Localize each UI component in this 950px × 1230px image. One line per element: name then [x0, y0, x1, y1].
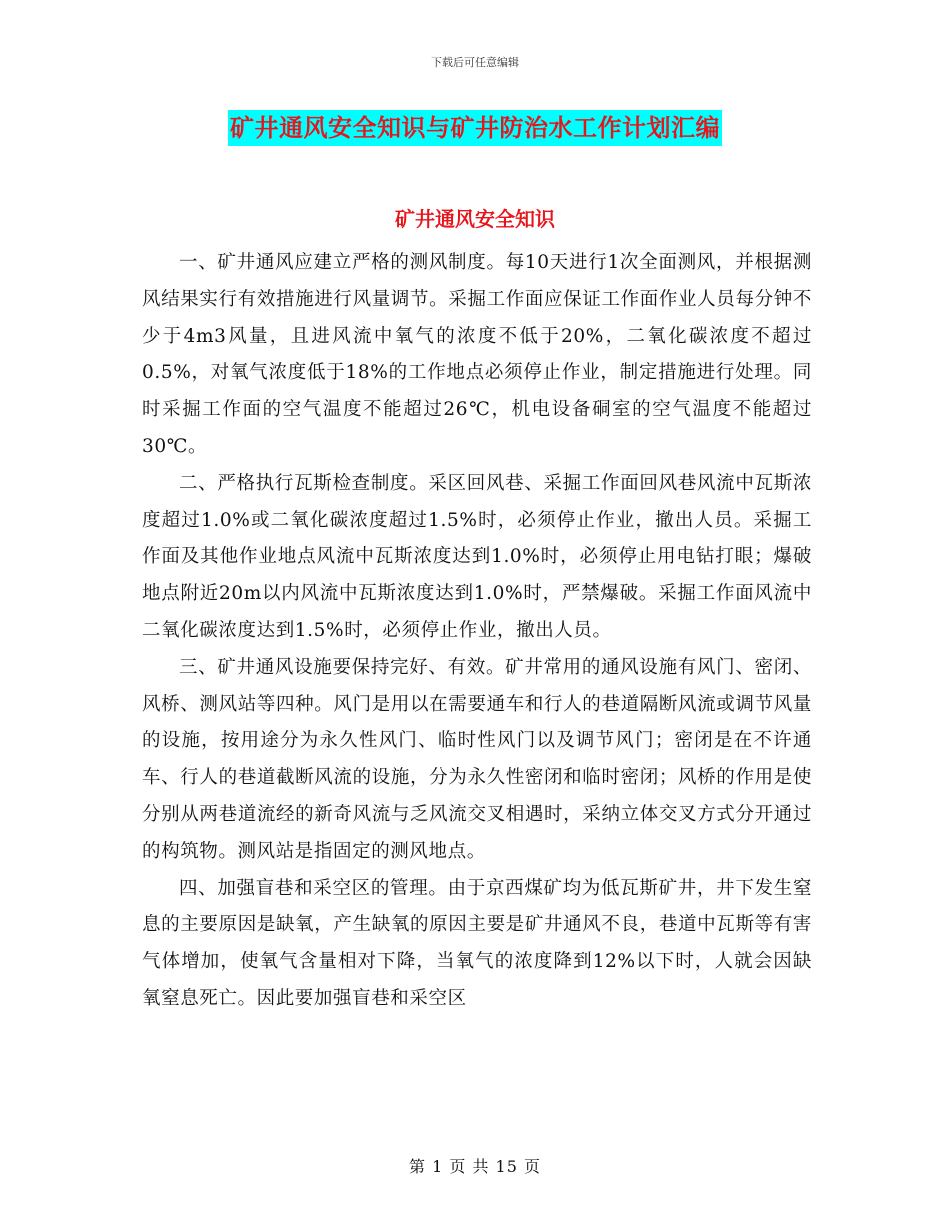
page-number-footer: 第 1 页 共 15 页 — [409, 1157, 541, 1176]
paragraph-3: 三、矿井通风设施要保持完好、有效。矿井常用的通风设施有风门、密闭、风桥、测风站等四种。风门是用以在需要通车和行人的巷道隔断风流或调节风量的设施，按用途分为永久性风门、临时性风门以及调节风门；密闭是在不许通车、行人的巷道截断风流的设施，分为永久性密闭和临时密闭；风桥的作用是使分别从两巷道流经的新奇风流与乏风流交叉相遇时，采纳立体交叉方式分开通过的构筑物。测风站是指固定的测风地点。 — [142, 656, 812, 862]
document-title-container — [0, 110, 950, 146]
paragraph-1: 一、矿井通风应建立严格的测风制度。每10天进行1次全面测风，并根据测风结果实行有效措施进行风量调节。采掘工作面应保证工作面作业人员每分钟不少于4m3风量，且进风流中氧气的浓度不低于20%，二氧化碳浓度不超过0.5%，对氧气浓度低于18%的工作地点必须停止作业，制定措施进行处理。同时采掘工作面的空气温度不能超过26℃，机电设备硐室的空气温度不能超过30℃。 — [142, 252, 812, 457]
document-body — [142, 245, 812, 1018]
section-title: 矿井通风安全知识 — [395, 207, 555, 231]
paragraph-2: 二、严格执行瓦斯检查制度。采区回风巷、采掘工作面回风巷风流中瓦斯浓度超过1.0%或二氧化碳浓度超过1.5%时，必须停止作业，撤出人员。采掘工作面及其他作业地点风流中瓦斯浓度达到1.0%时，必须停止用电钻打眼；爆破地点附近20m以内风流中瓦斯浓度达到1.0%时，严禁爆破。采掘工作面风流中二氧化碳浓度达到1.5%时，必须停止作业，撤出人员。 — [142, 472, 812, 641]
document-title: 矿井通风安全知识与矿井防治水工作计划汇编 — [228, 110, 722, 146]
page-header-note: 下载后可任意编辑 — [431, 56, 519, 69]
paragraph-4: 四、加强盲巷和采空区的管理。由于京西煤矿均为低瓦斯矿井，井下发生窒息的主要原因是缺氧，产生缺氧的原因主要是矿井通风不良，巷道中瓦斯等有害气体增加，使氧气含量相对下降，当氧气的浓度降到12%以下时，人就会因缺氧窒息死亡。因此要加强盲巷和采空区 — [142, 877, 812, 1009]
